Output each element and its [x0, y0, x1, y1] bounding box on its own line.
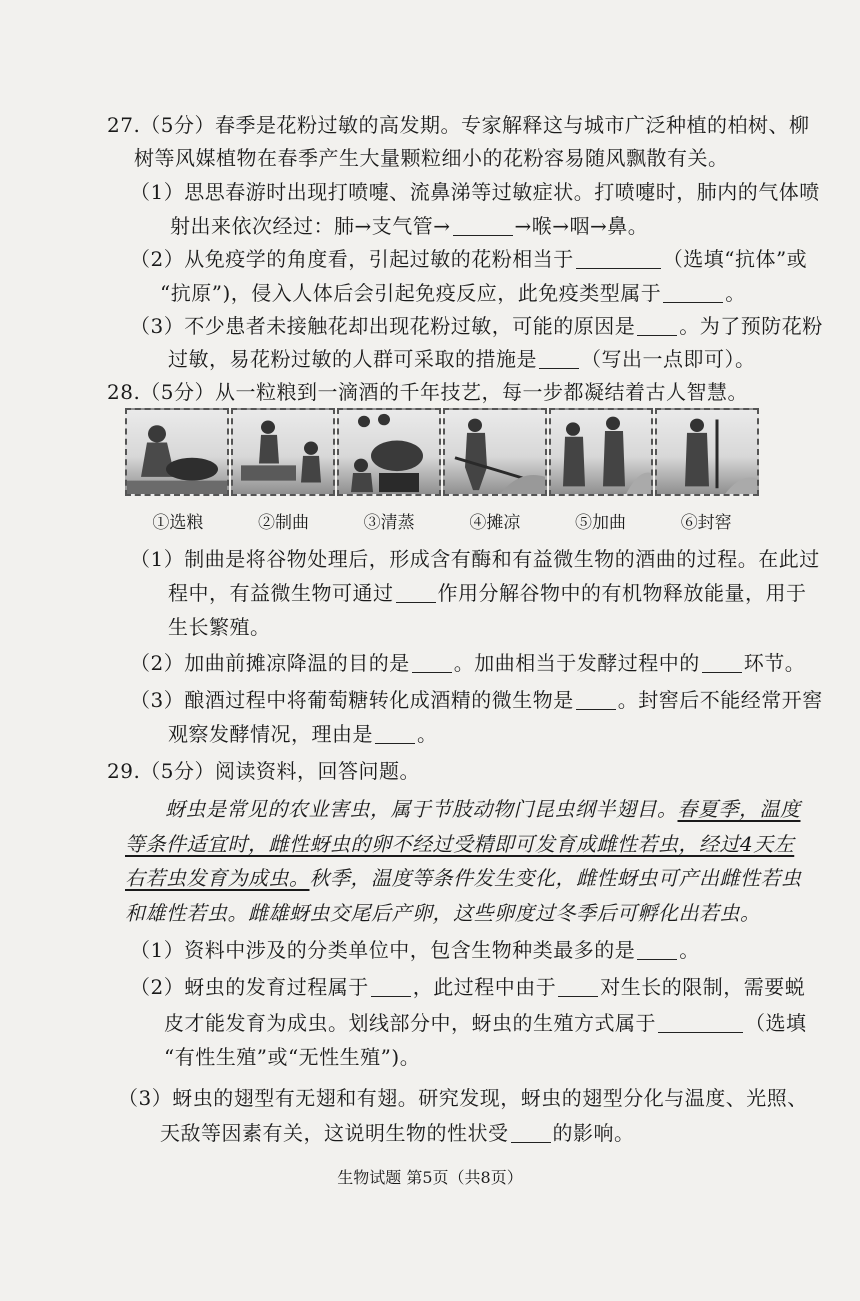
- q27-stem-line2: 树等风媒植物在春季产生大量颗粒细小的花粉容易随风飘散有关。: [134, 146, 729, 170]
- q27-part2-text: （2）从免疫学的角度看，引起过敏的花粉相当于: [130, 247, 574, 271]
- reading-line3: [125, 863, 802, 893]
- caption-2: ②制曲: [258, 513, 309, 533]
- q29-part2-text-mid: ，此过程中由于: [412, 975, 557, 999]
- q28-part3-text-end: 。封窖后不能经常开窖: [617, 688, 823, 712]
- q29-part2-text-end: 对生长的限制，需要蜕: [600, 975, 806, 999]
- q28-part3-text2: 观察发酵情况，理由是: [168, 722, 373, 746]
- q29-stem: 29.（5分）阅读资料，回答问题。: [107, 759, 421, 783]
- q29-part3-line2: [160, 1118, 635, 1148]
- q27-part2-line1: [130, 244, 807, 274]
- answer-blank[interactable]: [576, 248, 661, 269]
- q28-part2-line1: [130, 648, 805, 678]
- q29-part3-text: 天敌等因素有关，这说明生物的性状受: [160, 1121, 509, 1145]
- answer-blank[interactable]: [396, 582, 436, 603]
- reading-underlined-end: 右若虫发育为成虫。: [125, 866, 310, 890]
- answer-blank[interactable]: [658, 1012, 743, 1033]
- q27-part3-line1: [130, 311, 823, 341]
- q28-part2-text-end: 环节。: [743, 651, 806, 675]
- answer-blank[interactable]: [539, 348, 579, 369]
- answer-blank[interactable]: [576, 689, 616, 710]
- answer-blank[interactable]: [637, 939, 677, 960]
- q27-part3-text-end: 。为了预防花粉: [679, 314, 823, 338]
- q27-part1-text-end: →喉→咽→鼻。: [514, 214, 649, 238]
- q27-part2-line2: [160, 278, 746, 308]
- q29-part2-text2-end: （选填: [745, 1011, 807, 1035]
- answer-blank[interactable]: [511, 1122, 551, 1143]
- q28-part3-text: （3）酿酒过程中将葡萄糖转化成酒精的微生物是: [130, 688, 574, 712]
- q29-part2-text: （2）蚜虫的发育过程属于: [130, 975, 369, 999]
- caption-1: ①选粮: [152, 513, 204, 533]
- q29-part1-text: （1）资料中涉及的分类单位中，包含生物种类最多的是: [130, 938, 636, 962]
- illustration-steam: [337, 408, 441, 496]
- q28-part2-text-mid: 。加曲相当于发酵过程中的: [453, 651, 700, 675]
- q29-part2-text2: 皮才能发育为成虫。划线部分中，蚜虫的生殖方式属于: [164, 1011, 656, 1035]
- page-footer: 生物试题 第5页（共8页）: [337, 1168, 523, 1187]
- q27-part3-line2: [168, 344, 756, 374]
- reading-line4: 和雄性若虫。雌雄蚜虫交尾后产卵，这些卵度过冬季后可孵化出若虫。: [125, 901, 761, 925]
- q27-part2-text2: “抗原”)，侵入人体后会引起免疫反应，此免疫类型属于: [160, 281, 662, 305]
- caption-3: ③清蒸: [363, 513, 415, 533]
- q29-part2-line1: [130, 972, 805, 1002]
- q28-part2-text: （2）加曲前摊凉降温的目的是: [130, 651, 410, 675]
- q29-part3-text-end: 的影响。: [552, 1121, 635, 1145]
- answer-blank[interactable]: [375, 723, 415, 744]
- q27-part2-text2-end: 。: [725, 281, 746, 305]
- q29-part1-text-end: 。: [679, 938, 700, 962]
- reading-text2: 秋季，温度等条件发生变化，雌性蚜虫可产出雌性若虫: [309, 866, 802, 890]
- illustration-spread-cool: [443, 408, 547, 496]
- q28-part1-text-end: 作用分解谷物中的有机物释放能量，用于: [437, 581, 807, 605]
- answer-blank[interactable]: [702, 652, 742, 673]
- q28-part3-line1: [130, 685, 823, 715]
- q28-part1-line2: [168, 578, 807, 608]
- q28-part1-line1: （1）制曲是将谷物处理后，形成含有酶和有益微生物的酒曲的过程。在此过: [130, 547, 820, 571]
- caption-4: ④摊凉: [469, 513, 521, 533]
- reading-text: 蚜虫是常见的农业害虫，属于节肢动物门昆虫纲半翅目。: [165, 797, 678, 821]
- answer-blank[interactable]: [558, 976, 598, 997]
- q27-stem-line1: 27.（5分）春季是花粉过敏的高发期。专家解释这与城市广泛种植的柏树、柳: [107, 113, 810, 137]
- reading-underlined: 春夏季，温度: [677, 797, 801, 821]
- reading-line2: 等条件适宜时，雌性蚜虫的卵不经过受精即可发育成雌性若虫，经过4天左: [125, 832, 795, 856]
- caption-5: ⑤加曲: [575, 513, 627, 533]
- answer-blank[interactable]: [453, 215, 513, 236]
- answer-blank[interactable]: [663, 282, 723, 303]
- q28-part3-text2-end: 。: [417, 722, 438, 746]
- reading-line1: [165, 794, 801, 824]
- q29-part2-line3: “有性生殖”或“无性生殖”)。: [164, 1045, 421, 1069]
- q27-part1-text: 射出来依次经过：肺→支气管→: [170, 214, 451, 238]
- illustration-captions: [125, 510, 759, 536]
- answer-blank[interactable]: [637, 315, 677, 336]
- q27-part1-line1: （1）思思春游时出现打喷嚏、流鼻涕等过敏症状。打喷嚏时，肺内的气体喷: [130, 180, 820, 204]
- answer-blank[interactable]: [412, 652, 452, 673]
- q29-part1-line1: [130, 935, 700, 965]
- q28-stem: 28.（5分）从一粒粮到一滴酒的千年技艺，每一步都凝结着古人智慧。: [107, 380, 749, 404]
- q29-part2-line2: [164, 1008, 807, 1038]
- winemaking-illustration-row: [125, 408, 759, 498]
- answer-blank[interactable]: [371, 976, 411, 997]
- q28-part1-text: 程中，有益微生物可通过: [168, 581, 394, 605]
- illustration-seal-pit: [655, 408, 759, 496]
- q29-part3-line1: （3）蚜虫的翅型有无翅和有翅。研究发现，蚜虫的翅型分化与温度、光照、: [118, 1086, 808, 1110]
- q27-part3-text: （3）不少患者未接触花却出现花粉过敏，可能的原因是: [130, 314, 636, 338]
- q28-part3-line2: [168, 719, 438, 749]
- q28-part1-line3: 生长繁殖。: [168, 615, 271, 639]
- illustration-make-starter: [231, 408, 335, 496]
- illustration-select-grain: [125, 408, 229, 496]
- illustration-add-starter: [549, 408, 653, 496]
- q27-part2-text-end: （选填“抗体”或: [662, 247, 808, 271]
- caption-6: ⑥封窖: [680, 513, 732, 533]
- q27-part3-text2-end: （写出一点即可）。: [581, 347, 756, 371]
- q27-part3-text2: 过敏，易花粉过敏的人群可采取的措施是: [168, 347, 537, 371]
- q27-part1-line2: [170, 211, 648, 241]
